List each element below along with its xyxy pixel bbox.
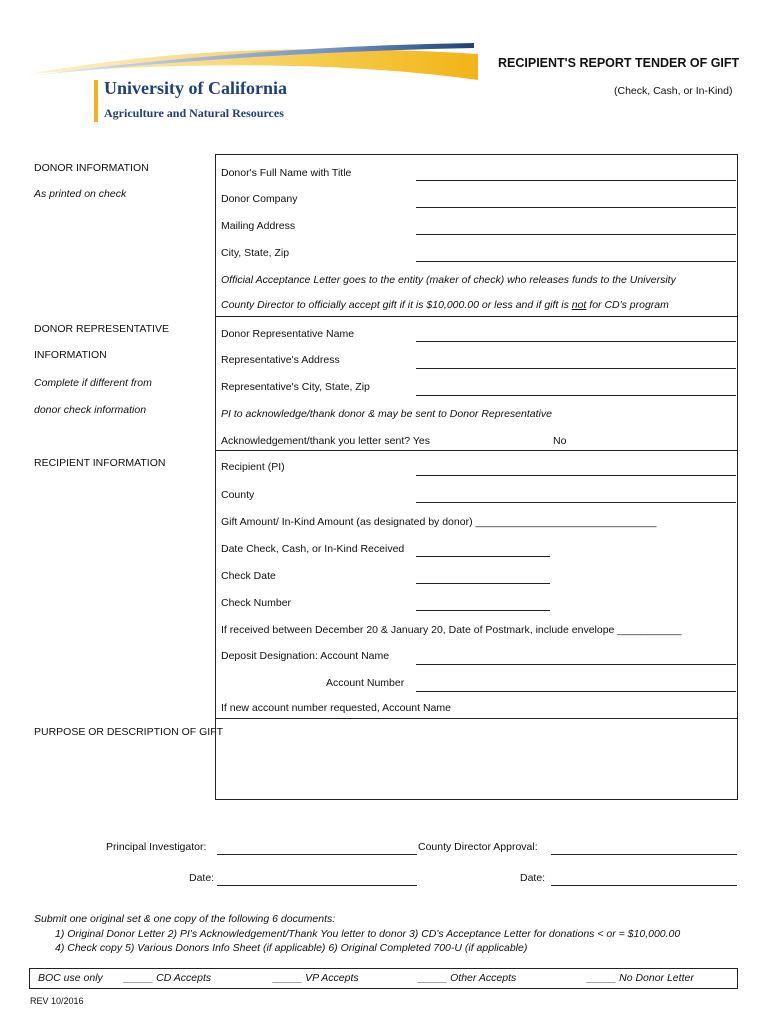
pi-acknowledge-note: PI to acknowledge/thank donor & may be sent to Donor Representative bbox=[221, 408, 552, 420]
rep-address-label: Representative's Address bbox=[221, 354, 340, 366]
logo-gold-bar bbox=[94, 80, 98, 122]
purpose-description-box[interactable] bbox=[215, 718, 738, 800]
county-field[interactable] bbox=[416, 502, 736, 503]
logo bbox=[28, 40, 478, 130]
recipient-section-label: RECIPIENT INFORMATION bbox=[34, 457, 166, 469]
boc-cd-accepts[interactable]: _____ CD Accepts bbox=[124, 972, 212, 984]
donor-section-label: DONOR INFORMATION bbox=[34, 162, 149, 174]
donor-company-field[interactable] bbox=[416, 207, 736, 208]
county-note-b: for CD's program bbox=[589, 299, 669, 311]
pi-date-label: Date: bbox=[189, 872, 215, 884]
rep-name-field[interactable] bbox=[416, 341, 736, 342]
cd-approval-field[interactable] bbox=[551, 854, 737, 855]
check-number-field[interactable] bbox=[416, 610, 550, 611]
divider-donor-rep bbox=[215, 316, 738, 317]
submit-heading: Submit one original set & one copy of the following 6 documents: bbox=[34, 913, 336, 925]
rep-address-field[interactable] bbox=[416, 368, 736, 369]
gift-amount-label[interactable]: Gift Amount/ In-Kind Amount (as designated by donor) _______________________________ bbox=[221, 516, 657, 528]
rep-section-label-b: INFORMATION bbox=[34, 349, 107, 361]
purpose-label: PURPOSE OR DESCRIPTION OF GIFT bbox=[34, 726, 224, 738]
rep-city-field[interactable] bbox=[416, 395, 736, 396]
donor-company-label: Donor Company bbox=[221, 193, 298, 205]
acceptance-letter-note: Official Acceptance Letter goes to the entity (maker of check) who releases funds to the University bbox=[221, 274, 676, 286]
submit-line-2: 4) Check copy 5) Various Donors Info Sheet (if applicable) 6) Original Completed 700-U (if applicable) bbox=[55, 942, 528, 954]
boc-other-accepts[interactable]: _____ Other Accepts bbox=[418, 972, 517, 984]
county-director-note bbox=[221, 299, 669, 311]
mailing-address-field[interactable] bbox=[416, 234, 736, 235]
rep-name-label: Donor Representative Name bbox=[221, 328, 355, 340]
boc-label: BOC use only bbox=[38, 972, 103, 984]
donor-full-name-label: Donor's Full Name with Title bbox=[221, 167, 352, 179]
cd-date-label: Date: bbox=[520, 872, 546, 884]
rep-city-label: Representative's City, State, Zip bbox=[221, 381, 370, 393]
ack-letter-question: Acknowledgement/thank you letter sent? Yes bbox=[221, 435, 430, 447]
city-state-zip-label: City, State, Zip bbox=[221, 247, 290, 259]
account-number-field[interactable] bbox=[416, 691, 736, 692]
submit-line-1: 1) Original Donor Letter 2) PI's Acknowledgement/Thank You letter to donor 3) CD's Acceptance Letter for donations < or = $10,000.00 bbox=[55, 928, 681, 940]
divider-rep-recipient bbox=[215, 450, 738, 451]
donor-section-note: As printed on check bbox=[34, 188, 127, 200]
date-received-label: Date Check, Cash, or In-Kind Received bbox=[221, 543, 405, 555]
new-account-label: If new account number requested, Account Name bbox=[221, 702, 451, 714]
check-date-label: Check Date bbox=[221, 570, 276, 582]
revision-label: REV 10/2016 bbox=[30, 996, 84, 1006]
check-date-field[interactable] bbox=[416, 583, 550, 584]
county-note-not: not bbox=[571, 299, 587, 311]
deposit-account-name-field[interactable] bbox=[416, 664, 736, 665]
boc-vp-accepts[interactable]: _____ VP Accepts bbox=[273, 972, 359, 984]
deposit-account-name-label: Deposit Designation: Account Name bbox=[221, 650, 390, 662]
pi-signature-field[interactable] bbox=[217, 854, 417, 855]
rep-section-label-a: DONOR REPRESENTATIVE bbox=[34, 323, 169, 335]
logo-line2: Agriculture and Natural Resources bbox=[104, 106, 284, 120]
boc-no-donor-letter[interactable]: _____ No Donor Letter bbox=[587, 972, 694, 984]
donor-full-name-field[interactable] bbox=[416, 180, 736, 181]
city-state-zip-field[interactable] bbox=[416, 261, 736, 262]
check-number-label: Check Number bbox=[221, 597, 292, 609]
cd-approval-label: County Director Approval: bbox=[418, 841, 538, 853]
recipient-pi-label: Recipient (PI) bbox=[221, 461, 285, 473]
logo-line1: University of California bbox=[104, 78, 287, 98]
rep-section-note-b: donor check information bbox=[34, 404, 147, 416]
recipient-pi-field[interactable] bbox=[416, 475, 736, 476]
account-number-label: Account Number bbox=[326, 677, 405, 689]
pi-signature-label: Principal Investigator: bbox=[106, 841, 207, 853]
date-received-field[interactable] bbox=[416, 556, 550, 557]
page-title: RECIPIENT'S REPORT TENDER OF GIFT bbox=[498, 56, 740, 70]
mailing-address-label: Mailing Address bbox=[221, 220, 296, 232]
county-label: County bbox=[221, 489, 255, 501]
page-subtitle: (Check, Cash, or In-Kind) bbox=[614, 85, 733, 97]
cd-date-field[interactable] bbox=[551, 885, 737, 886]
county-note-a: County Director to officially accept gift if it is $10,000.00 or less and if gift is bbox=[221, 299, 569, 311]
rep-section-note-a: Complete if different from bbox=[34, 377, 152, 389]
ack-no-option[interactable]: No bbox=[553, 435, 567, 447]
postmark-label[interactable]: If received between December 20 & January 20, Date of Postmark, include envelope ___________ bbox=[221, 624, 682, 636]
pi-date-field[interactable] bbox=[217, 885, 417, 886]
